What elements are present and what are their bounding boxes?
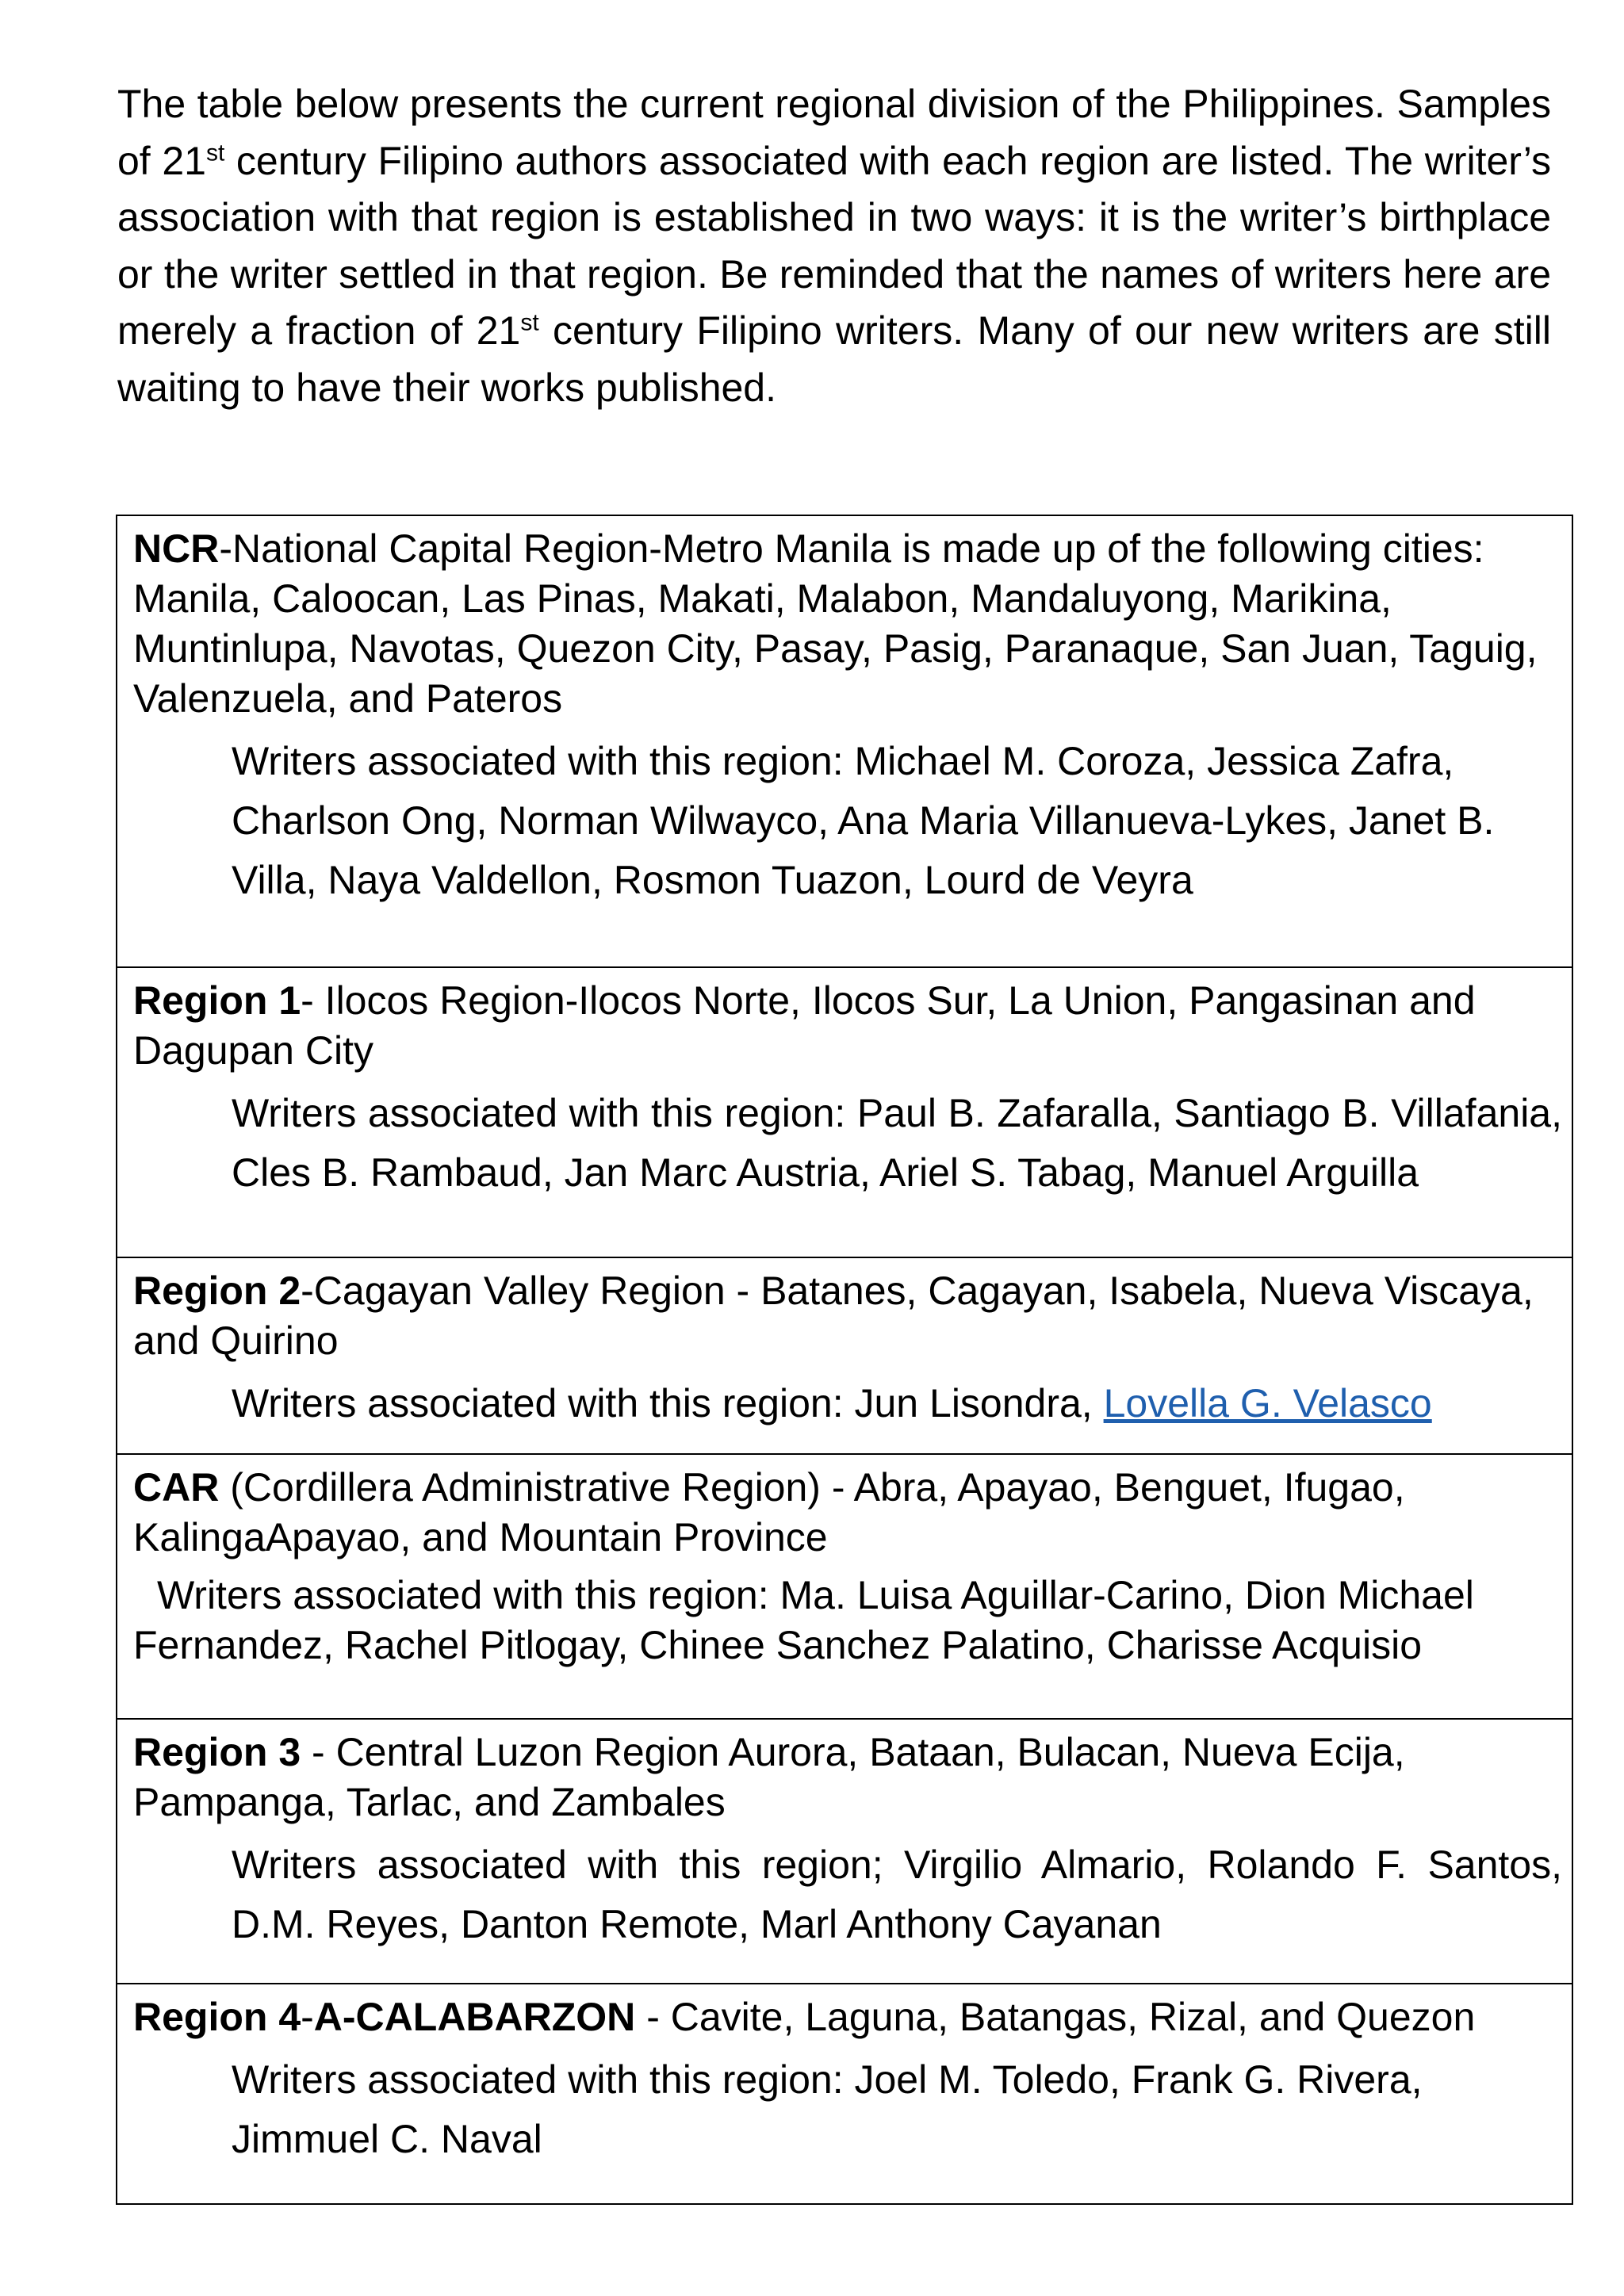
region-heading (133, 1728, 1562, 1827)
region-code: Region 3 (133, 1730, 301, 1774)
region-cell-ncr (117, 515, 1572, 967)
region-code: Region 2 (133, 1269, 301, 1313)
table-row (117, 1257, 1572, 1454)
region-cell-region-4a (117, 1984, 1572, 2204)
region-code: Region 4 (133, 1995, 301, 2039)
region-cell-car (117, 1454, 1572, 1719)
table-row (117, 1984, 1572, 2204)
writers-list (133, 732, 1562, 910)
intro-paragraph (117, 76, 1551, 416)
region-description: - Ilocos Region-Ilocos Norte, Ilocos Sur, La Union, Pangasinan and Dagupan City (133, 978, 1476, 1073)
intro-text-1: The table below presents the current regional division of the Philippines. Samples of 21 (117, 82, 1551, 183)
writers-text: Writers associated with this region; Virgilio Almario, Rolando F. Santos, D.M. Reyes, Danton Remote, Marl Anthony Cayanan (232, 1843, 1562, 1946)
region-code: CAR (133, 1465, 220, 1510)
writers-list (133, 1571, 1562, 1670)
ordinal-suffix: st (205, 139, 225, 166)
region-description: -Cagayan Valley Region - Batanes, Cagayan, Isabela, Nueva Viscaya, and Quirino (133, 1269, 1534, 1363)
ordinal-suffix: st (520, 309, 539, 336)
region-heading (133, 1266, 1562, 1366)
region-description: - Central Luzon Region Aurora, Bataan, Bulacan, Nueva Ecija, Pampanga, Tarlac, and Zambales (133, 1730, 1405, 1824)
region-table (116, 515, 1573, 2205)
region-description: -National Capital Region-Metro Manila is made up of the following cities: Manila, Caloocan, Las Pinas, Makati, Malabon, Mandaluyong, Marikina, Muntinlupa, Navotas, Quezon City, Pasay, Pasig, Paranaque, San Juan, Taguig, Valenzuela, and Pateros (133, 526, 1538, 721)
writers-list (133, 1084, 1562, 1203)
region-heading (133, 1463, 1562, 1563)
region-cell-region-1 (117, 967, 1572, 1257)
region-code-name: A-CALABARZON (313, 1995, 636, 2039)
table-row (117, 967, 1572, 1257)
region-cell-region-2 (117, 1257, 1572, 1454)
writers-list (133, 2050, 1562, 2169)
table-row (117, 1454, 1572, 1719)
region-heading (133, 1992, 1562, 2042)
table-row (117, 1719, 1572, 1984)
region-code-separator: - (301, 1995, 314, 2039)
writer-link-lovella-velasco[interactable]: Lovella G. Velasco (1103, 1381, 1432, 1425)
region-code: NCR (133, 526, 220, 571)
intro-text-2: century Filipino authors associated with each region are listed. The writer’s association with that region is established in two ways: it is the writer’s birthplace or the writer settled in that region. Be reminded that the names of writers here are merely a fraction of 21 (117, 138, 1551, 353)
table-row (117, 515, 1572, 967)
writers-text: Writers associated with this region: Jun Lisondra, (232, 1381, 1104, 1425)
region-code: Region 1 (133, 978, 301, 1023)
writers-text: Writers associated with this region: Paul B. Zafaralla, Santiago B. Villafania, Cles B. Rambaud, Jan Marc Austria, Ariel S. Tabag, Manuel Arguilla (232, 1091, 1562, 1195)
region-description: - Cavite, Laguna, Batangas, Rizal, and Quezon (635, 1995, 1476, 2039)
writers-list (133, 1835, 1562, 1954)
writers-list (133, 1374, 1562, 1433)
region-heading (133, 976, 1562, 1076)
intro-text-3: century Filipino writers. Many of our new writers are still waiting to have their works published. (117, 308, 1551, 410)
writers-text: Writers associated with this region: Joel M. Toledo, Frank G. Rivera, Jimmuel C. Naval (232, 2057, 1423, 2161)
region-description: (Cordillera Administrative Region) - Abra, Apayao, Benguet, Ifugao, KalingaApayao, and Mountain Province (133, 1465, 1405, 1559)
region-cell-region-3 (117, 1719, 1572, 1984)
region-heading (133, 524, 1562, 724)
writers-text: Writers associated with this region: Michael M. Coroza, Jessica Zafra, Charlson Ong, Norman Wilwayco, Ana Maria Villanueva-Lykes, Janet B. Villa, Naya Valdellon, Rosmon Tuazon, Lourd de Veyra (232, 739, 1495, 902)
writers-text: Writers associated with this region: Ma. Luisa Aguillar-Carino, Dion Michael Fernandez, Rachel Pitlogay, Chinee Sanchez Palatino, Charisse Acquisio (133, 1573, 1474, 1667)
